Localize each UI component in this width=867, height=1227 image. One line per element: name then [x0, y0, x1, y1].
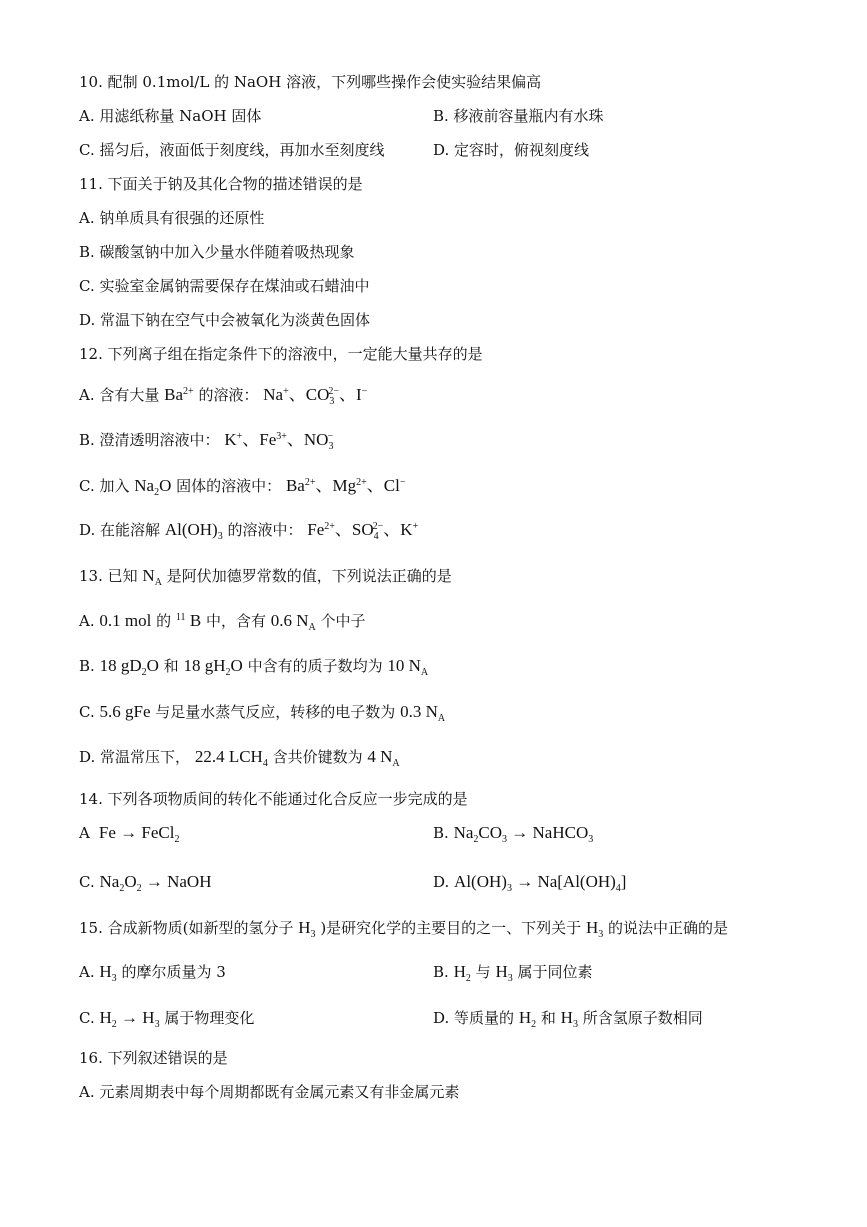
q10-option-b: B. 移液前容量瓶内有水珠: [433, 107, 604, 125]
isotope-b11: $^{11}$ B: [175, 611, 202, 630]
count-a: 0.6 $N_A$: [270, 611, 316, 633]
q14-option-b-prefix: B.: [433, 824, 449, 842]
q14-option-d-prefix: D.: [433, 873, 450, 891]
q15-option-b-mid: 与: [475, 963, 491, 981]
q12-option-a-prefix: A. 含有大量: [79, 386, 160, 404]
q12-option-d-mid: 的溶液中：: [227, 521, 303, 539]
q15-option-c-prefix: C.: [79, 1009, 95, 1027]
formula-h3: $H_3$: [298, 918, 316, 940]
q13-stem-suffix: 是阿伏加德罗常数的值，下列说法正确的是: [166, 567, 452, 585]
q15-option-b-prefix: B.: [433, 963, 449, 981]
q13-stem-prefix: 13. 已知: [79, 567, 138, 585]
q13-option-b-prefix: B.: [79, 657, 95, 675]
q13-option-a-suffix: 个中子: [320, 612, 366, 630]
formula-h2: $H_2$: [453, 962, 471, 984]
q15-option-c-suffix: 属于物理变化: [164, 1009, 255, 1027]
q16-stem: 16. 下列叙述错误的是: [79, 1049, 228, 1067]
q14-option-a-prefix: A: [79, 824, 90, 842]
q12-option-a-mid: 的溶液：: [198, 386, 259, 404]
volume-ch4: 22.4 $LCH_4$: [194, 747, 268, 769]
q15-option-b-suffix: 属于同位素: [517, 963, 593, 981]
count-d: 4 $N_A$: [367, 747, 400, 769]
q16-option-a: A. 元素周期表中每个周期都既有金属元素又有非金属元素: [79, 1083, 460, 1101]
q14-option-c-prefix: C.: [79, 873, 95, 891]
q11-option-a: A. 钠单质具有很强的还原性: [79, 209, 265, 227]
reaction-a: Fe → FeCl$_2$: [94, 823, 180, 845]
q13-option-d: [79, 747, 400, 767]
formula-h3: $H_3$: [585, 918, 604, 940]
q10-option-a: A. 用滤纸称量 NaOH 固体: [79, 107, 262, 125]
q10-option-d: D. 定容时，俯视刻度线: [433, 141, 590, 159]
formula-h3: $H_3$: [560, 1008, 578, 1030]
formula-na: $N_A$: [142, 566, 162, 588]
ions-a: Na+、$CO_3^{2-}$、I−: [263, 385, 368, 407]
reaction-d: $Al(OH)_3 \to Na[Al(OH)_4]$: [454, 872, 627, 894]
reaction-c: $Na_2O_2$ → NaOH: [99, 872, 212, 894]
q15-option-c: [79, 1008, 254, 1028]
q12-option-c: [79, 476, 405, 496]
formula-h3: $H_3$: [99, 962, 117, 984]
mass-h2o: 18 $gH_2O$: [183, 656, 243, 678]
q14-option-d: [433, 872, 626, 892]
q12-option-c-prefix: C. 加入: [79, 477, 130, 495]
q12-option-b-prefix: B. 澄清透明溶液中：: [79, 431, 220, 449]
q13-option-c: [79, 702, 445, 722]
mass-fe: 5.6 gFe: [99, 702, 151, 721]
q13-option-a-mid1: 的: [156, 612, 172, 630]
q10-stem: 10. 配制 0.1mol/L 的 NaOH 溶液，下列哪些操作会使实验结果偏高: [79, 73, 542, 91]
q12-option-c-mid: 固体的溶液中：: [176, 477, 282, 495]
q14-option-c: [79, 872, 212, 892]
q11-stem: 11. 下面关于钠及其化合物的描述错误的是: [79, 175, 363, 193]
q13-option-b-mid1: 和: [163, 657, 179, 675]
reaction-b: $Na_2CO_3$ → NaHCO$_3$: [453, 823, 594, 845]
q13-option-d-prefix: D. 常温常压下，: [79, 748, 191, 766]
ions-b: K+、$Fe^{3+}$、$NO_3^-$: [224, 430, 334, 452]
q15-option-b: [433, 962, 593, 982]
q15-option-d-mid: 和: [540, 1009, 556, 1027]
mass-d2o: 18 $gD_2O$: [99, 656, 159, 678]
q13-option-b: [79, 656, 428, 676]
q11-option-b: B. 碳酸氢钠中加入少量水伴随着吸热现象: [79, 243, 355, 261]
count-b: 10 $N_A$: [387, 656, 429, 678]
q13-option-c-mid: 与足量水蒸气反应，转移的电子数为: [155, 703, 396, 721]
reaction-h2-h3: $H_2 \to H_3$: [99, 1008, 160, 1030]
q15-stem-suffix: 的说法中正确的是: [608, 919, 729, 937]
q12-option-a: [79, 385, 367, 405]
q13-option-b-mid2: 中含有的质子数均为: [247, 657, 383, 675]
ions-c: $Ba^{2+}$、$Mg^{2+}$、Cl−: [285, 476, 406, 495]
q13-option-a-prefix: A.: [79, 612, 95, 630]
q12-stem: 12. 下列离子组在指定条件下的溶液中，一定能大量共存的是: [79, 345, 483, 363]
q14-option-b: [433, 823, 593, 843]
q14-stem: 14. 下列各项物质间的转化不能通过化合反应一步完成的是: [79, 790, 468, 808]
q13-option-a-mid2: 中，含有: [205, 612, 266, 630]
q15-option-d-suffix: 所含氢原子数相同: [582, 1009, 703, 1027]
q12-option-d: [79, 520, 418, 540]
formula-ba2plus: $Ba^{2+}$: [164, 385, 194, 404]
formula-h3: $H_3$: [495, 962, 513, 984]
q12-option-b: [79, 430, 333, 450]
formula-na2o: $Na_2O$: [134, 476, 172, 498]
q15-option-d: [433, 1008, 703, 1028]
q14-option-a: [79, 823, 179, 843]
formula-h2: $H_2$: [518, 1008, 537, 1030]
q12-option-d-prefix: D. 在能溶解: [79, 521, 161, 539]
q15-option-d-prefix: D. 等质量的: [433, 1009, 515, 1027]
q15-option-a: [79, 962, 226, 982]
formula-aloh3: $Al(OH)_3$: [164, 520, 223, 542]
q15-stem-prefix: 15. 合成新物质(如新型的氢分子: [79, 919, 294, 937]
q13-option-c-prefix: C.: [79, 703, 95, 721]
ions-d: $Fe^{2+}$、$SO_4^{2-}$、K+: [307, 520, 419, 542]
q11-option-d: D. 常温下钠在空气中会被氧化为淡黄色固体: [79, 311, 371, 329]
q15-stem: [79, 918, 728, 938]
amount-a: 0.1 mol: [99, 611, 152, 630]
q15-stem-mid: )是研究化学的主要目的之一、下列关于: [320, 919, 582, 937]
q10-option-c: C. 摇匀后，液面低于刻度线，再加水至刻度线: [79, 141, 385, 159]
q13-option-a: [79, 611, 366, 631]
q13-stem: [79, 566, 452, 586]
q11-option-c: C. 实验室金属钠需要保存在煤油或石蜡油中: [79, 277, 370, 295]
count-c: 0.3 $N_A$: [400, 702, 446, 724]
q13-option-d-mid: 含共价键数为: [272, 748, 363, 766]
q15-option-a-suffix: 的摩尔质量为 3: [121, 963, 226, 981]
q15-option-a-prefix: A.: [79, 963, 95, 981]
